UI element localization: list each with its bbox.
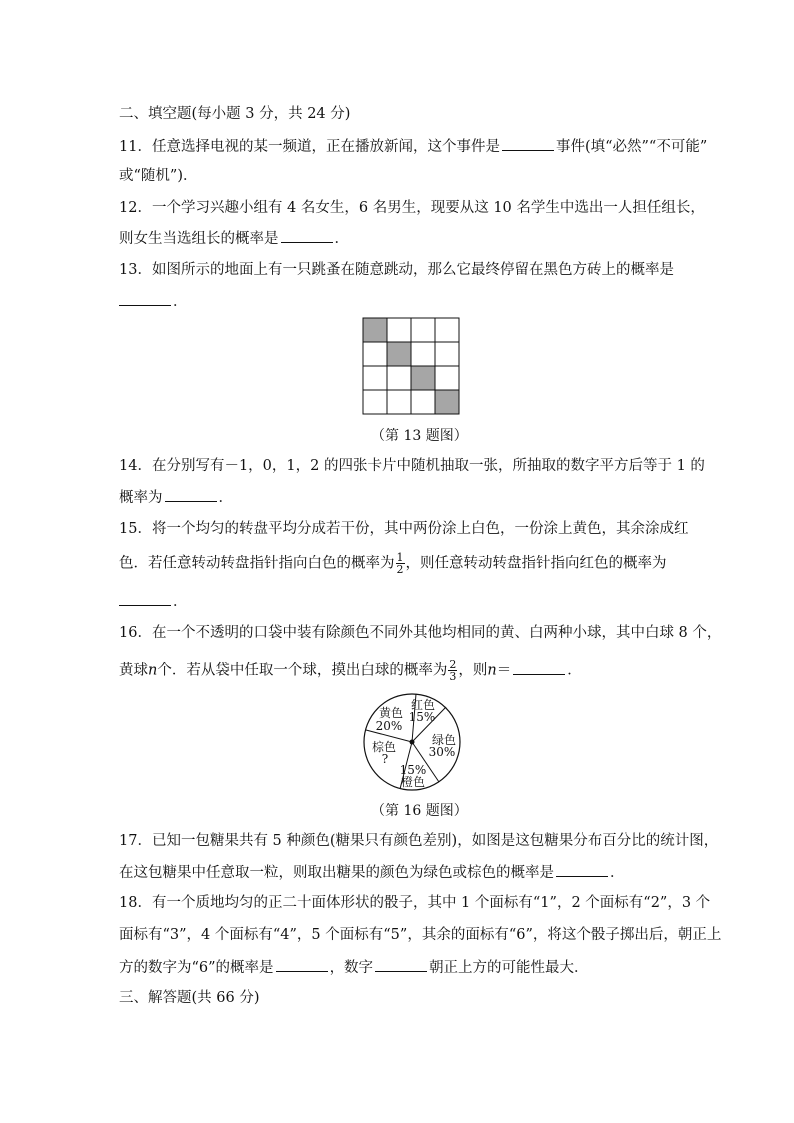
answer-blank xyxy=(119,591,171,606)
answer-blank xyxy=(502,136,554,151)
candy-pie-figure xyxy=(358,692,466,794)
q18-line3: 方的数字为“6”的概率是 ，数字 朝正上方的可能性最大． xyxy=(119,957,589,978)
white-tile xyxy=(387,390,411,414)
q13-caption: （第 13 题图） xyxy=(371,428,468,444)
label-green-pct: 30% xyxy=(428,745,456,759)
q13-line1: 13．如图所示的地面上有一只跳蚤在随意跳动，那么它最终停留在黑色方砖上的概率是 xyxy=(119,262,674,278)
answer-blank xyxy=(119,291,171,306)
q17-line1: 17．已知一包糖果共有 5 种颜色(糖果只有颜色差别)，如图是这包糖果分布百分比的统计图， xyxy=(119,833,719,849)
label-yellow: 黄色 xyxy=(378,706,404,720)
answer-blank xyxy=(165,487,217,502)
fraction-two-thirds: $\frac{2}{3}$ xyxy=(449,658,457,683)
black-tile xyxy=(435,390,459,414)
section-3-title: 三、解答题(共 66 分) xyxy=(119,990,260,1006)
white-tile xyxy=(435,342,459,366)
q15-line3: ． xyxy=(119,591,188,612)
label-red-pct: 15% xyxy=(408,710,436,724)
white-tile xyxy=(435,366,459,390)
label-green: 绿色 xyxy=(431,733,457,747)
answer-blank xyxy=(276,957,328,972)
answer-blank xyxy=(375,957,427,972)
white-tile xyxy=(363,390,387,414)
tile-grid-figure xyxy=(362,317,462,415)
answer-blank xyxy=(281,228,333,243)
black-tile xyxy=(387,342,411,366)
label-yellow-pct: 20% xyxy=(375,719,403,733)
label-brown: 棕色 xyxy=(371,740,397,754)
label-orange: 橙色 xyxy=(400,775,426,789)
white-tile xyxy=(411,342,435,366)
black-tile xyxy=(363,318,387,342)
q14-line2: 概率为 ． xyxy=(119,487,233,508)
fraction-one-half: $\frac{1}{2}$ xyxy=(396,551,404,576)
q14-line1: 14．在分别写有－1，0，1，2 的四张卡片中随机抽取一张，所抽取的数字平方后等于 1 的 xyxy=(119,458,705,474)
q16-line1: 16．在一个不透明的口袋中装有除颜色不同外其他均相同的黄、白两种小球，其中白球 8 个， xyxy=(119,625,722,641)
q16-caption: （第 16 题图） xyxy=(371,803,468,819)
q15-line1: 15．将一个均匀的转盘平均分成若干份，其中两份涂上白色，一份涂上黄色，其余涂成红 xyxy=(119,521,689,537)
white-tile xyxy=(411,390,435,414)
white-tile xyxy=(387,366,411,390)
label-red: 红色 xyxy=(410,698,436,712)
pie-center-dot xyxy=(410,740,415,745)
q18-line1: 18．有一个质地均匀的正二十面体形状的骰子，其中 1 个面标有“1”，2 个面标有“2”，3 个 xyxy=(119,895,711,911)
white-tile xyxy=(435,318,459,342)
q12-line1: 12．一个学习兴趣小组有 4 名女生，6 名男生，现要从这 10 名学生中选出一人担任组长， xyxy=(119,200,705,216)
white-tile xyxy=(387,318,411,342)
answer-blank xyxy=(513,660,565,675)
q13-line2: ． xyxy=(119,291,188,312)
label-brown-pct: ? xyxy=(381,752,389,766)
white-tile xyxy=(411,318,435,342)
white-tile xyxy=(363,342,387,366)
q11-line1: 11．任意选择电视的某一频道，正在播放新闻，这个事件是 事件(填“必然”“不可能” xyxy=(119,136,707,157)
label-orange-pct: 15% xyxy=(399,763,427,777)
black-tile xyxy=(411,366,435,390)
q15-line2: 色．若任意转动转盘指针指向白色的概率为 $\frac{1}{2}$ ，则任意转动转盘指针指向红色的概率为 xyxy=(119,551,667,576)
q12-line2: 则女生当选组长的概率是 ． xyxy=(119,228,349,249)
answer-blank xyxy=(556,862,608,877)
section-2-title: 二、填空题(每小题 3 分，共 24 分) xyxy=(119,106,351,122)
q16-line2: 黄球n个．若从袋中任取一个球，摸出白球的概率为 $\frac{2}{3}$ ，则n＝ ． xyxy=(119,658,582,683)
q17-line2: 在这包糖果中任意取一粒，则取出糖果的颜色为绿色或棕色的概率是 ． xyxy=(119,862,625,883)
white-tile xyxy=(363,366,387,390)
q11-line2: 或“随机”)． xyxy=(119,168,198,184)
q18-line2: 面标有“3”，4 个面标有“4”，5 个面标有“5”，其余的面标有“6”，将这个骰子掷出后，朝正上 xyxy=(119,927,722,943)
